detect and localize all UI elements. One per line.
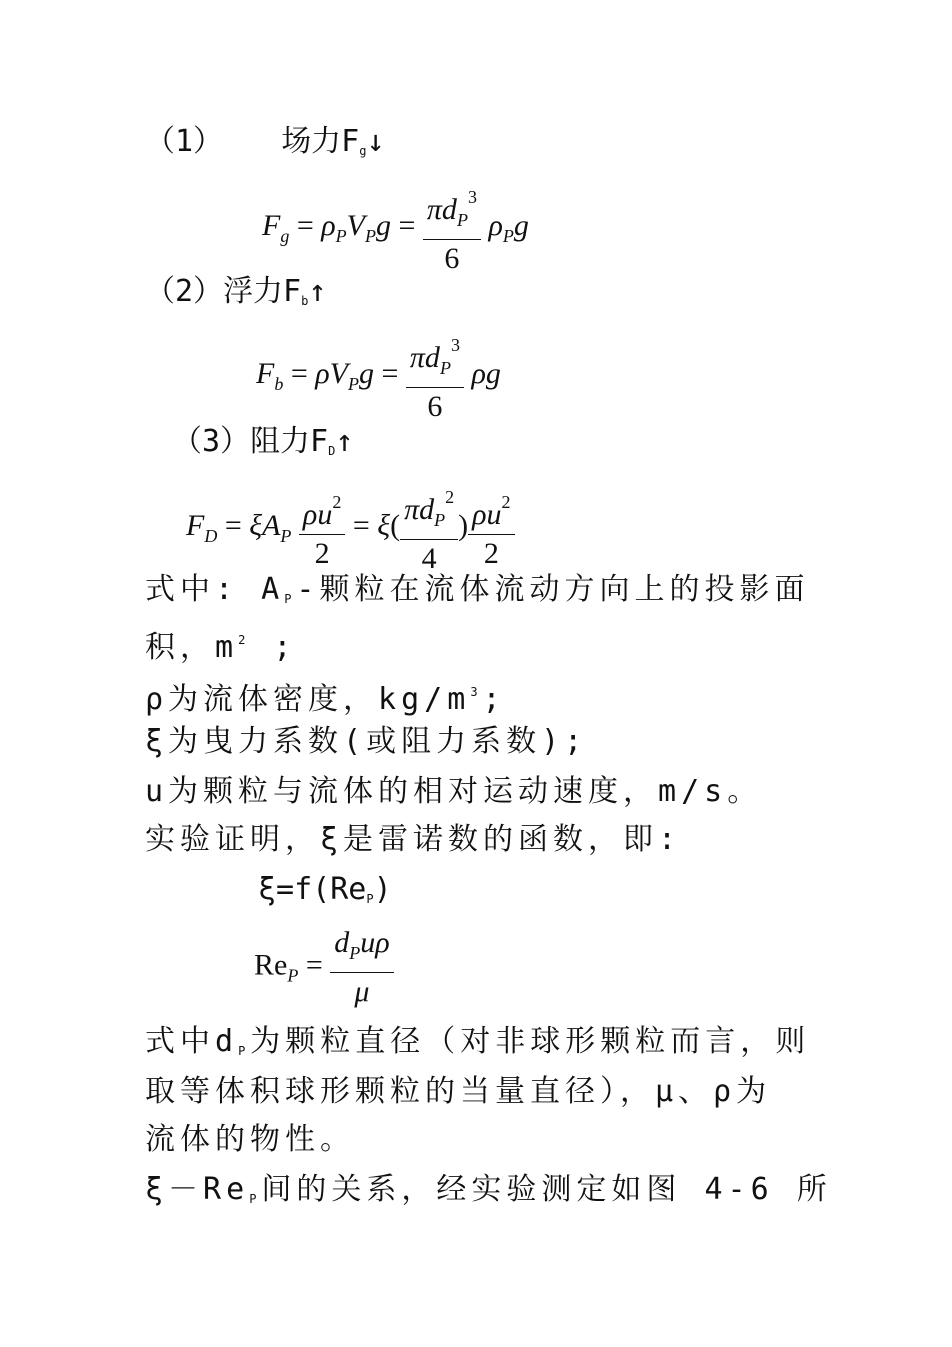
paragraph-ap-definition: 式中: $A_P-$颗粒在流体流动方向上的投影面	[145, 572, 810, 607]
up-arrow-icon: ↑	[308, 274, 327, 309]
heading-label: 浮力F	[223, 274, 302, 309]
paragraph-experiment: 实验证明，ξ是雷诺数的函数，即:	[145, 822, 682, 857]
equation-drag: $F_D = \xi A_P$ $\frac{\rho u^2}{2}$ = ξ( $\frac{\pi d_P^2}{4}$ ) $\frac{\rho u^2}{2}$	[186, 478, 515, 578]
heading-buoyancy: （2）浮力$F_b↑$	[145, 274, 327, 309]
paragraph-dp-definition-end: 流体的物性。	[145, 1122, 355, 1157]
equation-xi-function: $\xi=f(Re_P)$	[258, 872, 392, 907]
heading-field-force: （1） 场力$F_g↓$	[145, 124, 385, 159]
up-arrow-icon: ↑	[335, 424, 354, 459]
heading-label: 阻力F	[250, 424, 329, 459]
down-arrow-icon: ↓	[366, 124, 385, 159]
paragraph-ap-definition-cont: 积，$m^2$ ;	[145, 630, 297, 665]
equation-field-force: $F_g = \rho_PV_Pg$ = $\frac{\pi d_P^3}{6}$ $\rho_Pg$	[262, 178, 529, 278]
paragraph-dp-definition: 式中$d_P$为颗粒直径（对非球形颗粒而言，则	[145, 1024, 811, 1059]
paragraph-rho-definition: ρ为流体密度，$kg/m^3$;	[145, 682, 506, 717]
heading-label: 场力F	[281, 124, 360, 159]
heading-number: （3）	[172, 424, 251, 459]
paragraph-u-definition: u为颗粒与流体的相对运动速度，m/s。	[145, 774, 763, 809]
equation-buoyancy: $F_b = \rho V_Pg$ = $\frac{\pi d_P^3}{6}$ ρg	[256, 326, 501, 426]
paragraph-xi-re-relation: $\xi-Re_P$间的关系，经实验测定如图 4-6 所	[145, 1172, 832, 1207]
paragraph-dp-definition-cont: 取等体积球形颗粒的当量直径），μ、ρ为	[145, 1074, 772, 1109]
heading-number: （1）	[145, 124, 224, 159]
paragraph-xi-definition: ξ为曳力系数(或阻力系数);	[145, 724, 588, 759]
heading-drag: （3）阻力$F_D↑$	[172, 424, 354, 459]
heading-number: （2）	[145, 274, 224, 309]
equation-reynolds: $Re_P$ = $\frac{d_Pu\rho}{\mu}$	[254, 924, 394, 1011]
